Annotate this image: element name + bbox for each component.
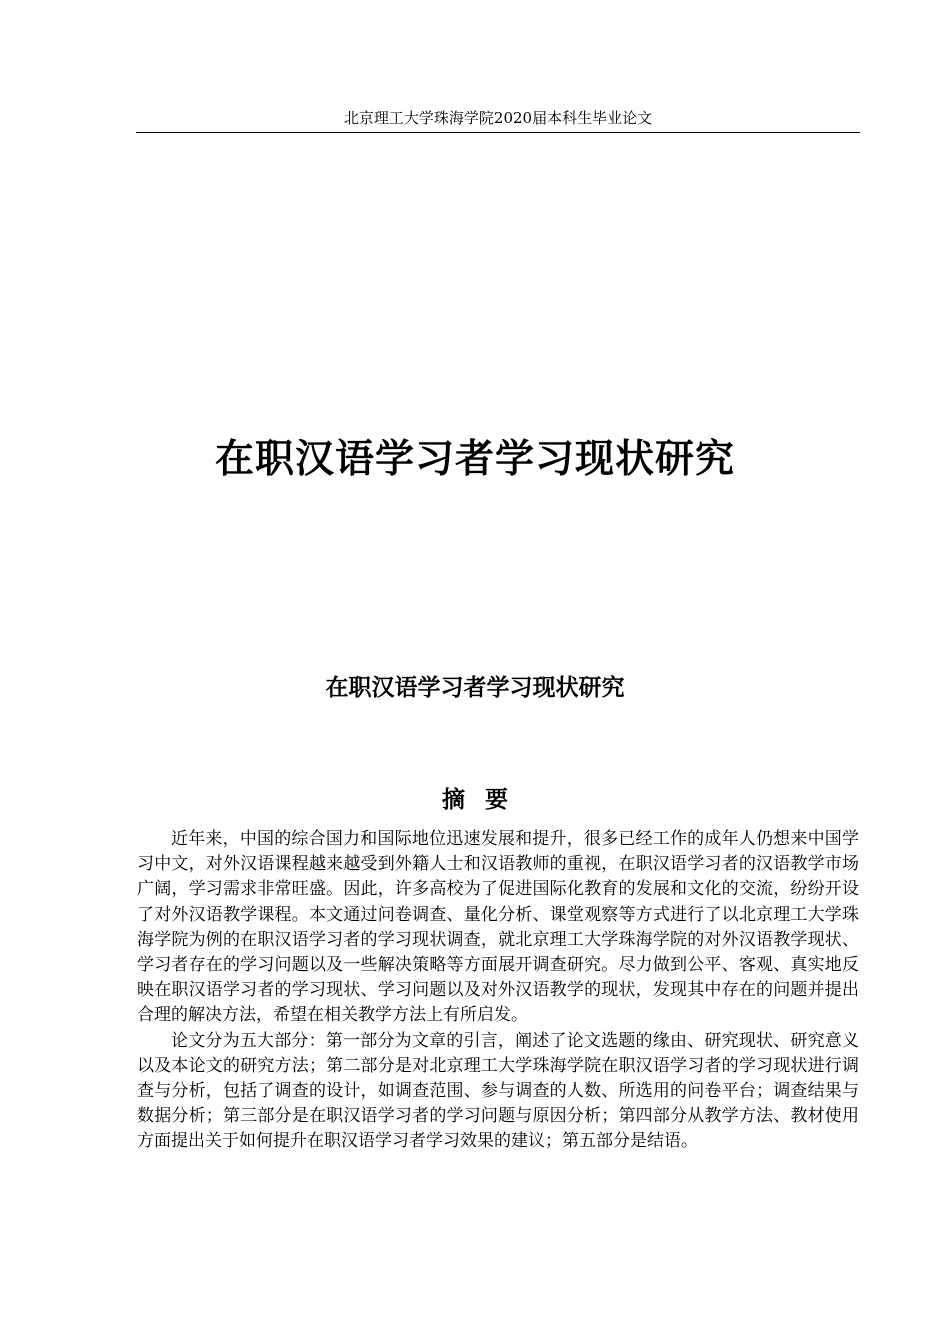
abstract-paragraph-1: 近年来，中国的综合国力和国际地位迅速发展和提升，很多已经工作的成年人仍想来中国学习中文，对外汉语课程越来越受到外籍人士和汉语教师的重视，在职汉语学习者的汉语教学市场广阔，学习需求非常旺盛。因此，许多高校为了促进国际化教育的发展和文化的交流，纷纷开设了对外汉语教学课程。本文通过问卷调查、量化分析、课堂观察等方式进行了以北京理工大学珠海学院为例的在职汉语学习者的学习现状调查，就北京理工大学珠海学院的对外汉语教学现状、学习者存在的学习问题以及一些解决策略等方面展开调查研究。尽力做到公平、客观、真实地反映在职汉语学习者的学习现状、学习问题以及对外汉语教学的现状，发现其中存在的问题并提出合理的解决方法，希望在相关教学方法上有所启发。 (137, 829, 859, 1026)
abstract-paragraph-2: 论文分为五大部分：第一部分为文章的引言，阐述了论文选题的缘由、研究现状、研究意义以及本论文的研究方法；第二部分是对北京理工大学珠海学院在职汉语学习者的学习现状进行调查与分析，包括了调查的设计，如调查范围、参与调查的人数、所选用的问卷平台；调查结果与数据分析；第三部分是在职汉语学习者的学习问题与原因分析；第四部分从教学方法、教材使用方面提出关于如何提升在职汉语学习者学习效果的建议；第五部分是结语。 (137, 1030, 859, 1152)
abstract-body (137, 827, 859, 1155)
page-header (136, 106, 860, 133)
abstract-title: 在职汉语学习者学习现状研究 (325, 675, 625, 701)
abstract-heading: 摘要 (442, 787, 528, 813)
thesis-title: 在职汉语学习者学习现状研究 (214, 437, 735, 482)
header-text: 北京理工大学珠海学院2020届本科生毕业论文 (343, 109, 653, 127)
